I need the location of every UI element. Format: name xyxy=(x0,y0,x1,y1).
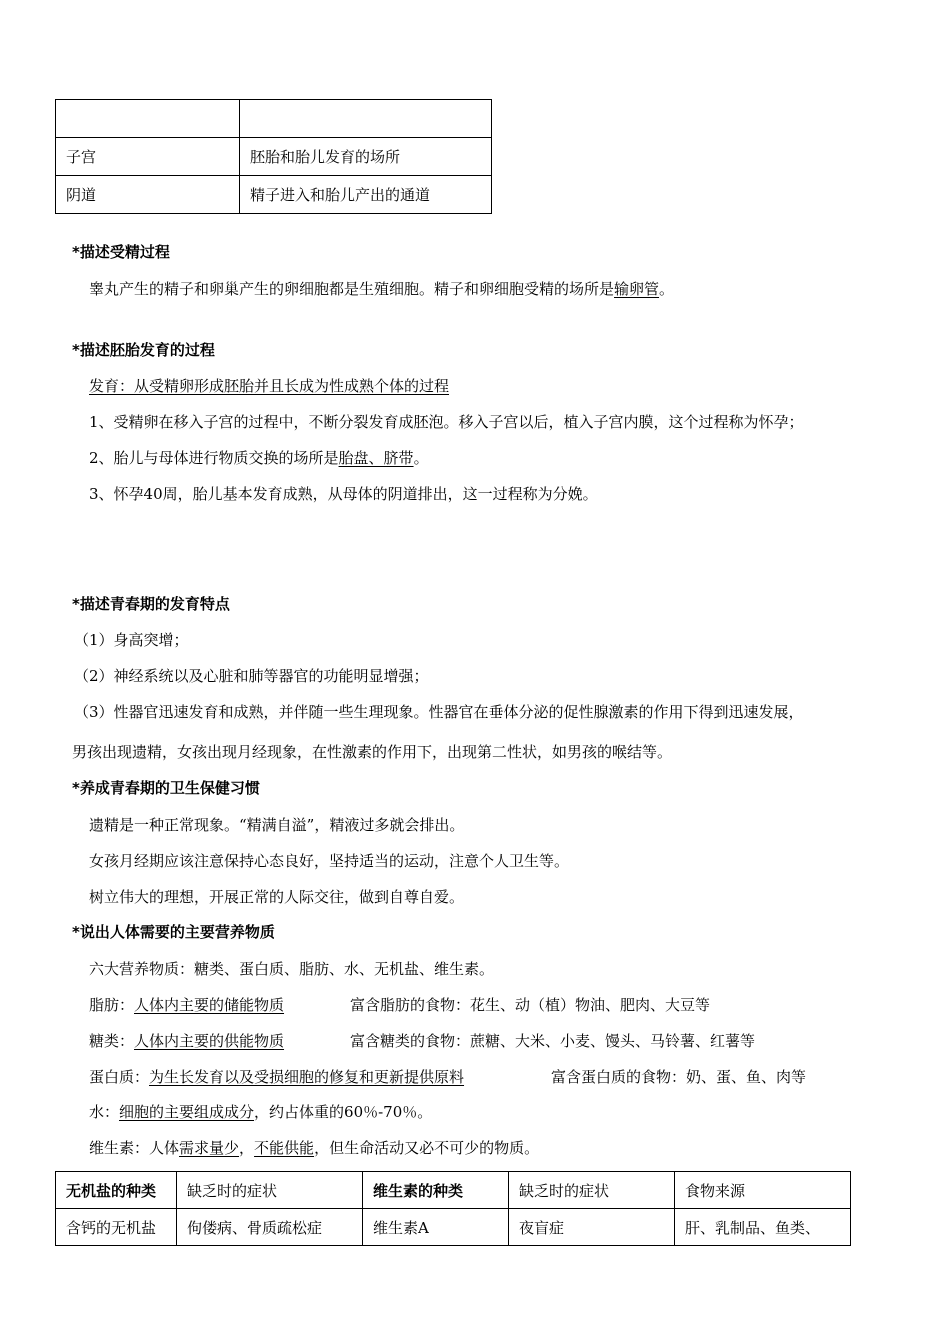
text-span: 。 xyxy=(659,280,675,298)
text-span: 蛋白质： xyxy=(89,1068,150,1086)
nutrition-heading: *说出人体需要的主要营养物质 xyxy=(72,923,275,941)
protein-foods: 富含蛋白质的食物：奶、蛋、鱼、肉等 xyxy=(551,1068,807,1086)
table-row xyxy=(56,1209,851,1246)
underlined-term: 为生长发育以及受损细胞的修复和更新提供原料 xyxy=(149,1068,465,1086)
fertilization-heading: *描述受精过程 xyxy=(72,243,170,261)
sugar-line xyxy=(89,1031,284,1051)
puberty-heading: *描述青春期的发育特点 xyxy=(72,595,230,613)
text-span: ，但生命活动又必不可少的物质。 xyxy=(314,1139,540,1157)
mineral-vitamin-table xyxy=(55,1171,851,1246)
table-header-row xyxy=(56,1172,851,1209)
six-nutrients-line: 六大营养物质：糖类、蛋白质、脂肪、水、无机盐、维生素。 xyxy=(89,960,495,978)
puberty-item-2: （2）神经系统以及心脏和肺等器官的功能明显增强； xyxy=(74,667,429,685)
embryo-item-1: 1、受精卵在移入子宫的过程中，不断分裂发育成胚泡。移入子宫以后，植入子宫内膜，这个过程称为怀孕； xyxy=(89,413,804,431)
organ-function-table xyxy=(55,99,492,214)
table-cell: 含钙的无机盐 xyxy=(56,1209,177,1246)
table-row xyxy=(56,176,492,214)
table-cell: 佝偻病、骨质疏松症 xyxy=(177,1209,363,1246)
puberty-item-3-line-1: （3）性器官迅速发育和成熟，并伴随一些生理现象。性器官在垂体分泌的促性腺激素的作用下得到迅速发展， xyxy=(74,703,804,721)
table-cell: 夜盲症 xyxy=(509,1209,675,1246)
table-header: 维生素的种类 xyxy=(363,1172,509,1209)
hygiene-heading: *养成青春期的卫生保健习惯 xyxy=(72,779,260,797)
table-cell: 子宫 xyxy=(56,138,240,176)
table-cell: 维生素A xyxy=(363,1209,509,1246)
table-cell xyxy=(240,100,492,138)
underlined-term: 人体内主要的储能物质 xyxy=(134,996,285,1014)
puberty-item-1: （1）身高突增； xyxy=(74,631,189,649)
embryo-item-2 xyxy=(89,448,429,468)
underlined-term: 胎盘、脐带 xyxy=(338,449,414,467)
table-header: 无机盐的种类 xyxy=(56,1172,177,1209)
water-line xyxy=(89,1102,432,1122)
vitamin-line xyxy=(89,1138,539,1158)
hygiene-line-3: 树立伟大的理想，开展正常的人际交往，做到自尊自爱。 xyxy=(89,888,465,906)
table-row xyxy=(56,138,492,176)
table-cell: 肝、乳制品、鱼类、 xyxy=(675,1209,851,1246)
table-cell xyxy=(56,100,240,138)
underlined-term: 需求量少 xyxy=(179,1139,240,1157)
text-span: ，约占体重的60％-70％。 xyxy=(254,1103,433,1121)
text-span: 睾丸产生的精子和卵巢产生的卵细胞都是生殖细胞。精子和卵细胞受精的场所是 xyxy=(89,280,615,298)
text-span: 。 xyxy=(413,449,429,467)
table-cell: 精子进入和胎儿产出的通道 xyxy=(240,176,492,214)
hygiene-line-2: 女孩月经期应该注意保持心态良好，坚持适当的运动，注意个人卫生等。 xyxy=(89,852,570,870)
table-cell: 胚胎和胎儿发育的场所 xyxy=(240,138,492,176)
development-definition: 发育：从受精卵形成胚胎并且长成为性成熟个体的过程 xyxy=(89,377,450,395)
hygiene-line-1: 遗精是一种正常现象。“精满自溢”，精液过多就会排出。 xyxy=(89,816,465,834)
sugar-foods: 富含糖类的食物：蔗糖、大米、小麦、馒头、马铃薯、红薯等 xyxy=(350,1032,756,1050)
fat-foods: 富含脂肪的食物：花生、动（植）物油、肥肉、大豆等 xyxy=(350,996,711,1014)
table-header: 缺乏时的症状 xyxy=(509,1172,675,1209)
embryo-item-3: 3、怀孕40周，胎儿基本发育成熟，从母体的阴道排出，这一过程称为分娩。 xyxy=(89,485,598,503)
fat-line xyxy=(89,995,284,1015)
table-header: 食物来源 xyxy=(675,1172,851,1209)
table-cell: 阴道 xyxy=(56,176,240,214)
text-span: 2、胎儿与母体进行物质交换的场所是 xyxy=(89,449,339,467)
text-span: 糖类： xyxy=(89,1032,135,1050)
puberty-item-3-line-2: 男孩出现遗精，女孩出现月经现象，在性激素的作用下，出现第二性状，如男孩的喉结等。 xyxy=(72,743,673,761)
protein-line xyxy=(89,1067,464,1087)
underlined-term: 不能供能 xyxy=(254,1139,315,1157)
text-span: 水： xyxy=(89,1103,120,1121)
underlined-term: 输卵管 xyxy=(614,280,660,298)
text-span: 脂肪： xyxy=(89,996,135,1014)
fertilization-text xyxy=(89,279,674,299)
underlined-term: 细胞的主要组成成分 xyxy=(119,1103,255,1121)
table-header: 缺乏时的症状 xyxy=(177,1172,363,1209)
embryo-heading: *描述胚胎发育的过程 xyxy=(72,341,215,359)
table-row xyxy=(56,100,492,138)
underlined-term: 人体内主要的供能物质 xyxy=(134,1032,285,1050)
text-span: 维生素：人体 xyxy=(89,1139,180,1157)
text-span: ， xyxy=(239,1139,255,1157)
